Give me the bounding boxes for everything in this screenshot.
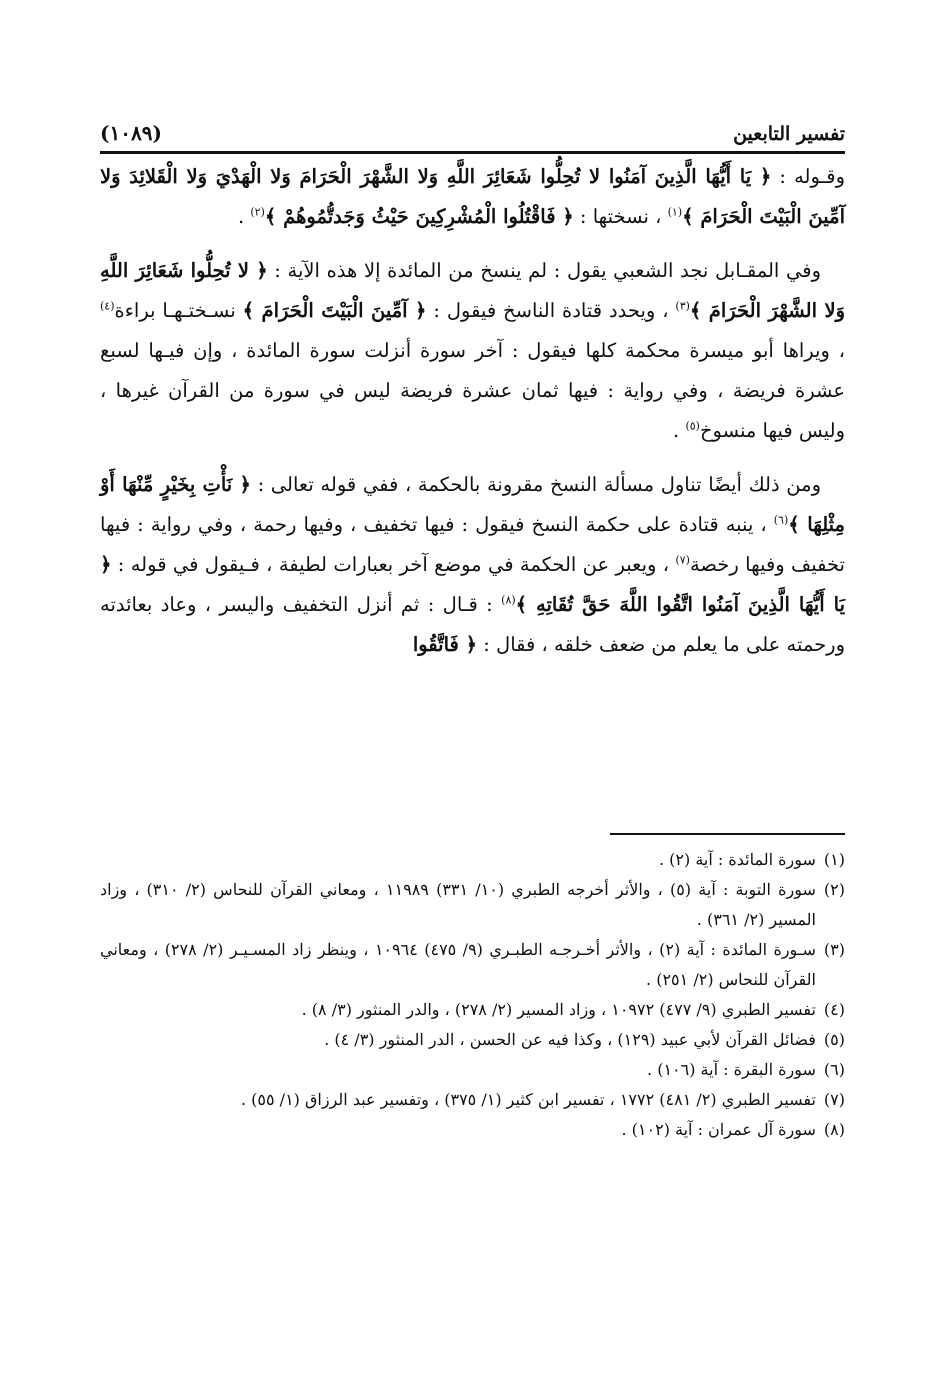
footnote (100, 875, 845, 935)
footnote-ref: (١) (667, 205, 683, 219)
text-run: وفي المقـابل نجد الشعبي يقول : لم ينسخ من المائدة إلا هذه الآية : (267, 259, 821, 282)
footnote (100, 1055, 845, 1085)
text-run: ، ويعبر عن الحكمة في موضع آخر بعبارات لطيفة ، فـيقول في قوله : (111, 553, 676, 576)
footnote-ref: (٦) (773, 513, 789, 527)
footnote (100, 1115, 845, 1145)
footnote-text: سورة البقرة : آية (١٠٦) . (647, 1060, 816, 1079)
footnote (100, 845, 845, 875)
page-number: (١٠٨٩) (100, 121, 162, 145)
footnote-number: (٨) (823, 1120, 845, 1139)
text-run: ، ويحدد قتادة الناسخ فيقول : (426, 299, 676, 322)
main-text (100, 157, 845, 665)
paragraph (100, 465, 845, 665)
footnote-ref: (٥) (685, 419, 700, 433)
book-page (100, 95, 845, 1325)
footnotes (100, 845, 845, 1145)
text-run: ، ينبه قتادة على حكمة النسخ فيقول : فيها تخفيف ، وفيها رحمة ، وفي رواية : فيها تخفيف وفيها رخصة (100, 513, 845, 576)
footnote (100, 1025, 845, 1055)
footnote-text: تفسير الطبري (٩/ ٤٧٧) ١٠٩٧٢ ، وزاد المسير (٢/ ٢٧٨) ، والدر المنثور (٣/ ٨) . (301, 1000, 816, 1019)
quran-verse: ﴿ يَا أَيُّهَا الَّذِينَ آمَنُوا اتَّقُوا اللَّهَ حَقَّ تُقَاتِهِ ﴾ (100, 553, 845, 616)
running-title: تفسير التابعين (733, 123, 845, 145)
quran-verse: ﴿ يَا أَيُّهَا الَّذِينَ آمَنُوا لا تُحِلُّوا شَعَائِرَ اللَّهِ وَلا الشَّهْرَ الْحَرَامَ وَلا الْهَدْيَ وَلا الْقَلائِدَ وَلا آمِّينَ الْبَيْتَ الْحَرَامَ ﴾ (100, 165, 845, 228)
text-run: نسـختـهـا براءة (114, 299, 243, 322)
footnote-text: تفسير الطبري (٢/ ٤٨١) ١٧٧٢ ، تفسير ابن كثير (١/ ٣٧٥) ، وتفسير عبد الرزاق (١/ ٥٥) . (240, 1090, 816, 1109)
text-run: ومن ذلك أيضًا تناول مسألة النسخ مقرونة بالحكمة ، ففي قوله تعالى : (250, 473, 821, 496)
footnote-ref: (٣) (675, 299, 690, 313)
text-run: ، نسختها : (573, 205, 668, 228)
footnote-text: سورة التوبة : آية (٥) ، والأثر أخرجه الطبري (١٠/ ٣٣١) ١١٩٨٩ ، ومعاني القرآن للنحاس (٢/ ٣١٠) ، وزاد المسير (٢/ ٣٦١) . (100, 880, 816, 929)
quran-verse: ﴿ نَأْتِ بِخَيْرٍ مِّنْهَا أَوْ مِثْلِهَا ﴾ (100, 473, 845, 536)
header-rule (100, 151, 845, 154)
footnote-ref: (٧) (675, 553, 690, 567)
footnote-number: (٢) (823, 880, 845, 899)
footnote-ref: (٨) (501, 593, 516, 607)
footnote-text: سورة المائدة : آية (٢) . (658, 850, 816, 869)
text-run: . (673, 419, 686, 442)
footnote-ref: (٤) (100, 299, 115, 313)
footnote (100, 1085, 845, 1115)
footnote-number: (٥) (823, 1030, 845, 1049)
footnote-number: (٧) (823, 1090, 845, 1109)
running-header (100, 105, 845, 145)
footnote-text: فضائل القرآن لأبي عبيد (١٢٩) ، وكذا فيه عن الحسن ، الدر المنثور (٣/ ٤) . (324, 1030, 816, 1049)
footnote (100, 935, 845, 995)
quran-verse: ﴿ فَاتَّقُوا (412, 633, 478, 656)
text-run: : قـال : ثم أنزل التخفيف واليسر ، وعاد بعائدته ورحمته على ما يعلم من ضعف خلقه ، فقال : (100, 593, 845, 656)
text-run: ، ويراها أبو ميسرة محكمة كلها فيقول : آخر سورة أنزلت سورة المائدة ، وإن فيـها لسبع عشرة فريضة ، وفي رواية : فيها ثمان عشرة فريضة ليس في سورة من القرآن غيرها ، وليس فيها منسوخ (100, 339, 845, 442)
footnote-rule (610, 833, 845, 835)
footnote-number: (٣) (823, 940, 845, 959)
quran-verse: ﴿ لا تُحِلُّوا شَعَائِرَ اللَّهِ وَلا الشَّهْرَ الْحَرَامَ ﴾ (100, 259, 846, 322)
footnote-number: (٤) (823, 1000, 845, 1019)
footnote-text: سـورة المائدة : آية (٢) ، والأثر أخـرجـه الطبـري (٩/ ٤٧٥) ١٠٩٦٤ ، وينظر زاد المسـيـر (٢/ ٢٧٨) ، ومعاني القرآن للنحاس (٢/ ٢٥١) . (100, 940, 816, 989)
footnote-number: (٦) (823, 1060, 845, 1079)
footnote-text: سورة آل عمران : آية (١٠٢) . (621, 1120, 816, 1139)
quran-verse: ﴿ آمِّينَ الْبَيْتَ الْحَرَامَ ﴾ (242, 299, 427, 322)
footnote-number: (١) (823, 850, 845, 869)
paragraph (100, 251, 845, 451)
paragraph (100, 157, 845, 237)
footnote (100, 995, 845, 1025)
quran-verse: ﴿ فَاقْتُلُوا الْمُشْرِكِينَ حَيْثُ وَجَدتُّمُوهُمْ ﴾ (264, 205, 574, 228)
footnote-ref: (٢) (250, 205, 265, 219)
text-run: وقـوله : (771, 165, 845, 188)
text-run: . (237, 205, 251, 228)
